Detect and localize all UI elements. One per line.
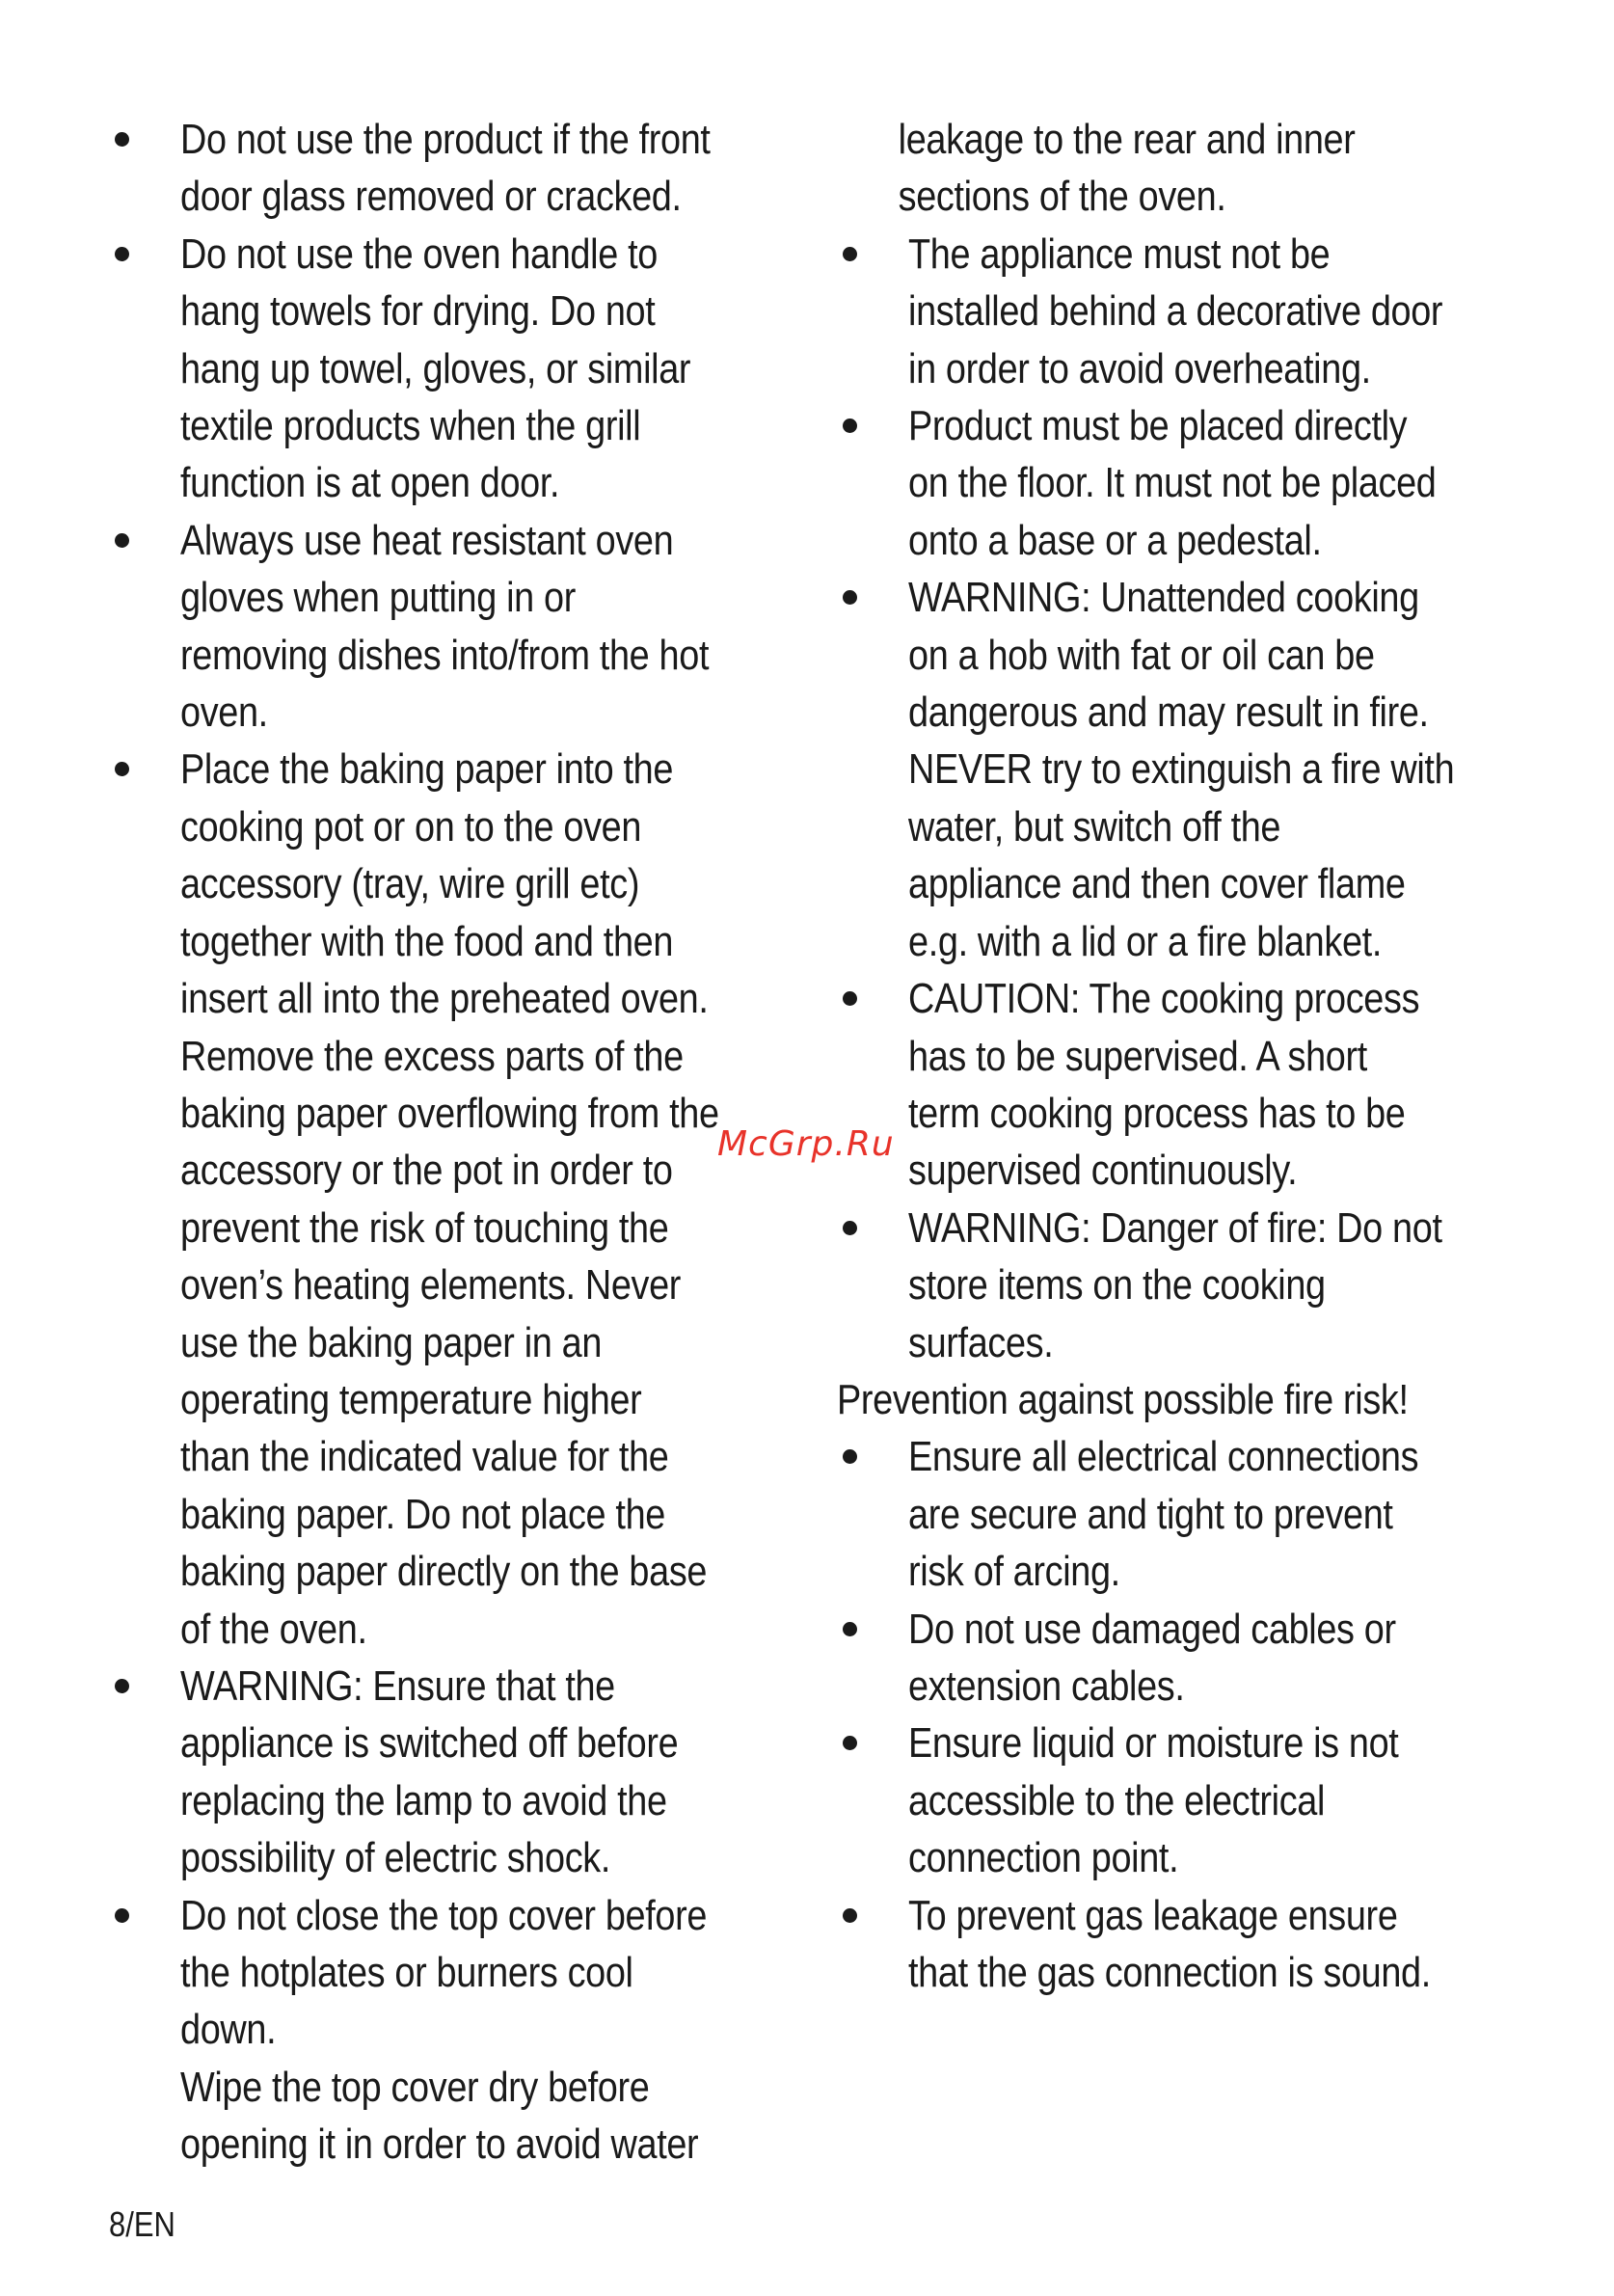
bullet-text-line: the hotplates or burners cool (180, 1949, 633, 1996)
bullet-item (837, 1601, 1512, 1715)
bullet-dot-icon (115, 533, 129, 548)
bullet-text-line: than the indicated value for the (180, 1433, 669, 1481)
bullet-text-line: water, but switch off the (908, 802, 1281, 851)
bullet-text-line: possibility of electric shock. (180, 1834, 611, 1882)
bullet-item (109, 111, 803, 226)
bullet-text-line: accessory or the pot in order to (180, 1147, 673, 1195)
bullet-text-line: installed behind a decorative door (908, 287, 1443, 336)
bullet-dot-icon (115, 132, 129, 147)
bullet-dot-icon (115, 1908, 129, 1923)
bullet-text-line: accessible to the electrical (908, 1776, 1326, 1824)
bullet-text-line: oven’s heating elements. Never (180, 1261, 682, 1310)
bullet-item (837, 1428, 1512, 1600)
bullet-text-line: on a hob with fat or oil can be (908, 631, 1375, 679)
bullet-text-line: oven. (180, 689, 268, 737)
bullet-text-line: Do not close the top cover before (180, 1891, 708, 1939)
bullet-text-line: WARNING: Ensure that the (180, 1661, 615, 1710)
bullet-item (109, 741, 803, 1658)
bullet-text-line: together with the food and then (180, 917, 674, 965)
bullet-dot-icon (115, 1679, 129, 1693)
bullet-text-line: onto a base or a pedestal. (908, 516, 1322, 564)
section-heading: Prevention against possible fire risk! (837, 1375, 1409, 1423)
bullet-text-line: baking paper. Do not place the (180, 1490, 666, 1538)
bullet-text-line: insert all into the preheated oven. (180, 975, 709, 1023)
bullet-text-line: baking paper overflowing from the (180, 1089, 719, 1137)
bullet-dot-icon (843, 1622, 857, 1636)
bullet-item (109, 1887, 803, 2174)
bullet-dot-icon (843, 1908, 857, 1923)
bullet-text-line: extension cables. (908, 1661, 1185, 1710)
bullet-text-line: down. (180, 2006, 277, 2054)
bullet-text-line: cooking pot or on to the oven (180, 802, 642, 851)
bullet-text-line: hang towels for drying. Do not (180, 287, 656, 336)
bullet-text-line: WARNING: Unattended cooking (908, 574, 1419, 622)
bullet-text-line: Place the baking paper into the (180, 745, 674, 794)
bullet-dot-icon (843, 590, 857, 605)
bullet-text-line: Do not use the oven handle to (180, 230, 658, 278)
bullet-item (837, 1200, 1512, 1371)
bullet-item (837, 970, 1512, 1200)
bullet-text-line: supervised continuously. (908, 1147, 1298, 1195)
bullet-text-line: connection point. (908, 1834, 1179, 1882)
bullet-text-line: Wipe the top cover dry before (180, 2063, 650, 2111)
bullet-text-line: store items on the cooking (908, 1261, 1326, 1310)
bullet-text-line: term cooking process has to be (908, 1089, 1406, 1137)
bullet-text-line: prevent the risk of touching the (180, 1203, 669, 1252)
right-column (837, 111, 1512, 2001)
continued-text-line: leakage to the rear and inner (898, 116, 1356, 163)
page-number: 8/EN (109, 2204, 175, 2244)
bullet-text-line: CAUTION: The cooking process (908, 975, 1420, 1023)
bullet-dot-icon (843, 991, 857, 1006)
continued-text-line: sections of the oven. (898, 173, 1226, 221)
bullet-item (837, 226, 1512, 397)
bullet-text-line: risk of arcing. (908, 1548, 1120, 1596)
bullet-text-line: surfaces. (908, 1318, 1054, 1366)
bullet-item (109, 1658, 803, 1887)
bullet-text-line: removing dishes into/from the hot (180, 631, 710, 679)
bullet-dot-icon (115, 762, 129, 776)
bullet-text-line: e.g. with a lid or a fire blanket. (908, 917, 1383, 965)
bullet-text-line: Ensure liquid or moisture is not (908, 1719, 1399, 1768)
bullet-text-line: To prevent gas leakage ensure (908, 1891, 1398, 1939)
bullet-item (837, 1715, 1512, 1886)
bullet-text-line: Product must be placed directly (908, 402, 1408, 450)
bullet-text-line: use the baking paper in an (180, 1318, 603, 1366)
bullet-text-line: NEVER try to extinguish a fire with (908, 745, 1455, 794)
bullet-text-line: of the oven. (180, 1605, 367, 1653)
bullet-item (109, 512, 803, 742)
bullet-text-line: door glass removed or cracked. (180, 173, 682, 221)
bullet-dot-icon (843, 1449, 857, 1464)
left-column (109, 111, 803, 2174)
bullet-text-line: Do not use the product if the front (180, 116, 711, 163)
bullet-text-line: has to be supervised. A short (908, 1032, 1367, 1080)
bullet-text-line: appliance and then cover flame (908, 860, 1406, 908)
bullet-text-line: are secure and tight to prevent (908, 1490, 1393, 1538)
bullet-text-line: replacing the lamp to avoid the (180, 1776, 667, 1824)
bullet-text-line: hang up towel, gloves, or similar (180, 344, 691, 392)
bullet-text-line: opening it in order to avoid water (180, 2120, 699, 2169)
bullet-text-line: accessory (tray, wire grill etc) (180, 860, 640, 908)
bullet-text-line: Do not use damaged cables or (908, 1605, 1396, 1653)
bullet-text-line: Ensure all electrical connections (908, 1433, 1419, 1481)
bullet-text-line: WARNING: Danger of fire: Do not (908, 1203, 1442, 1252)
bullet-text-line: Always use heat resistant oven (180, 516, 674, 564)
bullet-text-line: on the floor. It must not be placed (908, 459, 1437, 507)
bullet-dot-icon (843, 1736, 857, 1750)
bullet-text-line: that the gas connection is sound. (908, 1949, 1431, 1996)
bullet-text-line: dangerous and may result in fire. (908, 689, 1429, 737)
bullet-dot-icon (843, 247, 857, 261)
bullet-dot-icon (843, 419, 857, 433)
bullet-item (837, 569, 1512, 970)
bullet-text-line: textile products when the grill (180, 402, 641, 450)
bullet-item (109, 226, 803, 512)
bullet-text-line: in order to avoid overheating. (908, 344, 1371, 392)
bullet-text-line: Remove the excess parts of the (180, 1032, 684, 1080)
bullet-text-line: The appliance must not be (908, 230, 1331, 278)
bullet-text-line: gloves when putting in or (180, 574, 577, 622)
bullet-item (837, 397, 1512, 569)
watermark: McGrp.Ru (717, 1124, 895, 1164)
bullet-text-line: operating temperature higher (180, 1375, 642, 1423)
bullet-item (837, 1887, 1512, 2002)
bullet-dot-icon (115, 247, 129, 261)
bullet-text-line: baking paper directly on the base (180, 1548, 708, 1596)
bullet-text-line: function is at open door. (180, 459, 560, 507)
bullet-dot-icon (843, 1221, 857, 1235)
bullet-text-line: appliance is switched off before (180, 1719, 679, 1768)
